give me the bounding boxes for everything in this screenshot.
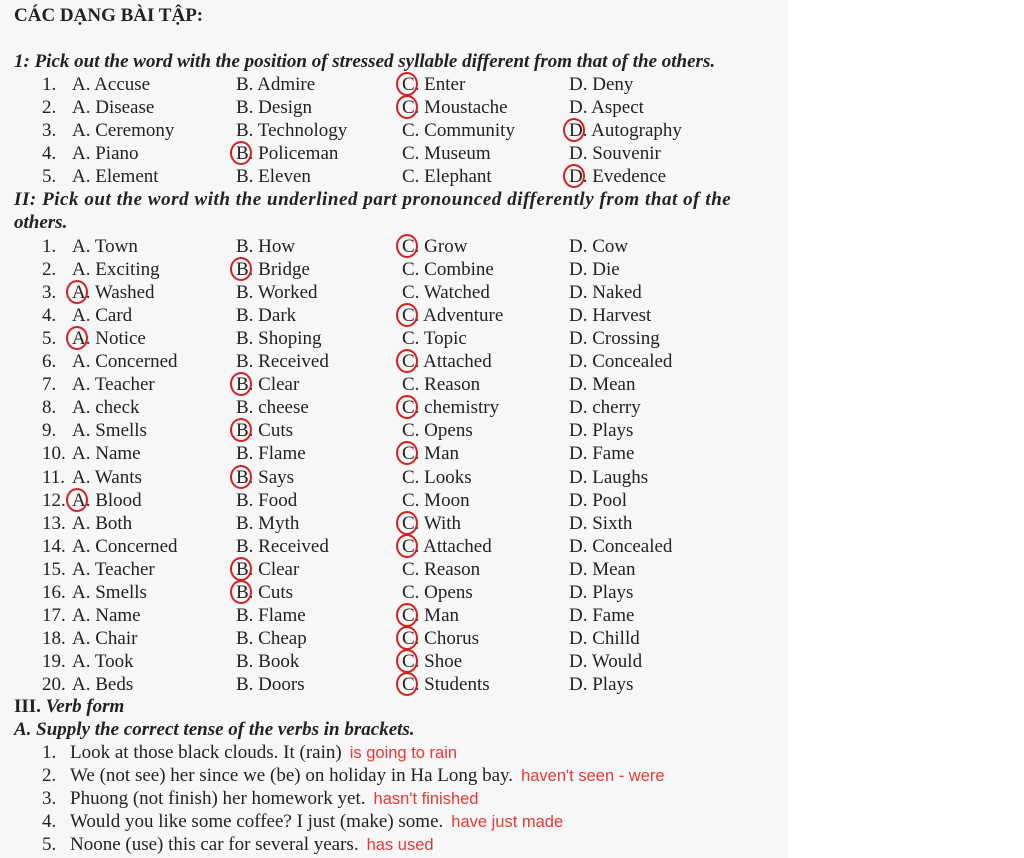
- option-d: D. Souvenir: [569, 143, 661, 164]
- option-d: D. Mean: [569, 374, 636, 396]
- item-number: 5.: [42, 328, 57, 350]
- option-d: D. Naked: [569, 282, 642, 304]
- option-c: C. Reason: [402, 558, 481, 580]
- section3-subheading: A. Supply the correct tense of the verbs in brackets.: [14, 719, 415, 740]
- option-d: D. Fame: [569, 443, 635, 465]
- answer-circle-mark: [230, 141, 252, 165]
- option-d: D. Pool: [569, 489, 628, 511]
- option-c: C. Opens: [402, 420, 473, 442]
- item-number: 18.: [42, 627, 66, 649]
- option-b: B. Cheap: [236, 627, 307, 649]
- page-title: CÁC DẠNG BÀI TẬP:: [14, 5, 204, 26]
- answer-circle-mark: [563, 164, 585, 188]
- option-a: A. Disease: [72, 97, 155, 118]
- option-b: B. Worked: [236, 282, 318, 304]
- verb-item-number: 4.: [42, 811, 57, 832]
- answer-circle-mark: [396, 511, 418, 535]
- verb-item-text: Look at those black clouds. It (rain) is going to rain: [70, 742, 458, 763]
- option-d: D. Fame: [569, 604, 635, 626]
- answer-circle-mark: [396, 534, 418, 558]
- verb-item-number: 3.: [42, 788, 57, 809]
- option-a: A. Teacher: [72, 558, 155, 580]
- option-b: B. Dark: [236, 305, 297, 327]
- answer-circle-mark: [230, 465, 252, 489]
- verb-item-text: Phuong (not finish) her homework yet. hasn't finished: [70, 788, 479, 809]
- option-a: A. Blood: [72, 489, 142, 511]
- option-d: D. Sixth: [569, 512, 633, 534]
- answer-circle-mark: [396, 603, 418, 627]
- option-d: D. Cow: [569, 236, 629, 257]
- option-c: C. Man: [402, 604, 459, 626]
- section2-heading-line1: II: Pick out the word with the underlined part pronounced differently from that of the: [14, 189, 732, 210]
- option-b: B. Technology: [236, 120, 348, 141]
- verb-item-number: 5.: [42, 834, 57, 855]
- option-b: B. Says: [236, 466, 295, 488]
- option-a: A. Exciting: [72, 259, 160, 281]
- option-a: A. Concerned: [72, 535, 178, 557]
- option-a: A. Took: [72, 650, 134, 672]
- option-b: B. Flame: [236, 604, 306, 626]
- option-c: C. Students: [402, 673, 490, 695]
- answer-circle-mark: [230, 557, 252, 581]
- handwritten-answer: is going to rain: [349, 744, 458, 762]
- option-a: A. Town: [72, 236, 138, 257]
- option-a: A. Ceremony: [72, 120, 175, 141]
- option-d: D. Plays: [569, 581, 634, 603]
- option-b: B. Cuts: [236, 420, 294, 442]
- option-c: C. Shoe: [402, 650, 463, 672]
- item-number: 17.: [42, 604, 66, 626]
- item-number: 14.: [42, 535, 66, 557]
- item-number: 11.: [42, 466, 66, 488]
- option-d: D. Concealed: [569, 535, 673, 557]
- option-d: D. Harvest: [569, 305, 652, 327]
- handwritten-answer: haven't seen - were: [521, 767, 665, 785]
- item-number: 5.: [42, 166, 57, 187]
- option-b: B. Received: [236, 351, 329, 373]
- option-c: C. Grow: [402, 236, 468, 257]
- answer-circle-mark: [230, 580, 252, 604]
- option-c: C. Man: [402, 443, 459, 465]
- option-d: D. Die: [569, 259, 620, 281]
- section1-heading: 1: Pick out the word with the position of stressed syllable different from that of the others.: [14, 51, 716, 72]
- answer-circle-mark: [396, 626, 418, 650]
- verb-item-text: Noone (use) this car for several years. has used: [70, 834, 434, 855]
- option-b: B. Cuts: [236, 581, 294, 603]
- option-d: D. Laughs: [569, 466, 649, 488]
- item-number: 3.: [42, 282, 57, 304]
- option-b: B. cheese: [236, 397, 309, 419]
- option-c: C. Watched: [402, 282, 490, 304]
- option-a: A. Notice: [72, 328, 146, 350]
- option-a: A. Element: [72, 166, 159, 187]
- option-a: A. Both: [72, 512, 133, 534]
- option-a: A. Beds: [72, 673, 134, 695]
- option-a: A. Chair: [72, 627, 138, 649]
- option-c: C. With: [402, 512, 462, 534]
- option-b: B. Design: [236, 97, 312, 118]
- section3-heading-text: III. Verb form: [14, 696, 125, 717]
- option-d: D. Would: [569, 650, 643, 672]
- item-number: 13.: [42, 512, 66, 534]
- option-d: D. Plays: [569, 673, 634, 695]
- item-number: 3.: [42, 120, 57, 141]
- option-c: C. Moustache: [402, 97, 508, 118]
- answer-circle-mark: [563, 118, 585, 142]
- item-number: 15.: [42, 558, 66, 580]
- option-b: B. Bridge: [236, 259, 310, 281]
- answer-circle-mark: [396, 649, 418, 673]
- verb-item-text: We (not see) her since we (be) on holiday in Ha Long bay. haven't seen - were: [70, 765, 665, 786]
- item-number: 4.: [42, 143, 57, 164]
- option-b: B. Flame: [236, 443, 306, 465]
- option-c: C. Moon: [402, 489, 470, 511]
- answer-circle-mark: [396, 95, 418, 119]
- option-d: D. Chilld: [569, 627, 640, 649]
- item-number: 20.: [42, 673, 66, 695]
- option-c: C. Topic: [402, 328, 467, 350]
- option-d: D. Concealed: [569, 351, 673, 373]
- item-number: 1.: [42, 74, 57, 95]
- option-b: B. Received: [236, 535, 329, 557]
- item-number: 16.: [42, 581, 66, 603]
- verb-item-number: 2.: [42, 765, 57, 786]
- item-number: 7.: [42, 374, 57, 396]
- item-number: 2.: [42, 97, 57, 118]
- option-b: B. Shoping: [236, 328, 322, 350]
- option-c: C. chemistry: [402, 397, 500, 419]
- option-d: D. Plays: [569, 420, 634, 442]
- option-a: A. Teacher: [72, 374, 155, 396]
- option-b: B. How: [236, 236, 296, 257]
- handwritten-answer: has used: [366, 836, 434, 854]
- answer-circle-mark: [396, 303, 418, 327]
- section3-heading: [14, 696, 124, 718]
- answer-circle-mark: [396, 72, 418, 96]
- answer-circle-mark: [66, 326, 88, 350]
- option-d: D. Aspect: [569, 97, 644, 118]
- item-number: 12.: [42, 489, 66, 511]
- item-number: 4.: [42, 305, 57, 327]
- item-number: 9.: [42, 420, 57, 442]
- verb-item-text: Would you like some coffee? I just (make) some. have just made: [70, 811, 564, 832]
- option-b: B. Book: [236, 650, 300, 672]
- option-c: C. Adventure: [402, 305, 504, 327]
- option-d: D. Evedence: [569, 166, 667, 187]
- option-a: A. check: [72, 397, 140, 419]
- option-d: D. Autography: [569, 120, 682, 141]
- answer-circle-mark: [66, 488, 88, 512]
- handwritten-answer: hasn't finished: [373, 790, 479, 808]
- option-c: C. Opens: [402, 581, 473, 603]
- option-c: C. Attached: [402, 351, 492, 373]
- option-c: C. Elephant: [402, 166, 492, 187]
- option-b: B. Clear: [236, 558, 300, 580]
- item-number: 1.: [42, 236, 57, 257]
- option-c: C. Museum: [402, 143, 491, 164]
- option-d: D. Mean: [569, 558, 636, 580]
- option-c: C. Chorus: [402, 627, 480, 649]
- item-number: 19.: [42, 650, 66, 672]
- option-a: A. Accuse: [72, 74, 151, 95]
- option-d: D. cherry: [569, 397, 641, 419]
- option-d: D. Crossing: [569, 328, 660, 350]
- answer-circle-mark: [396, 672, 418, 696]
- item-number: 2.: [42, 259, 57, 281]
- answer-circle-mark: [230, 257, 252, 281]
- option-b: B. Eleven: [236, 166, 311, 187]
- option-b: B. Admire: [236, 74, 316, 95]
- option-b: B. Myth: [236, 512, 300, 534]
- option-c: C. Reason: [402, 374, 481, 396]
- item-number: 10.: [42, 443, 66, 465]
- option-b: B. Doors: [236, 673, 305, 695]
- handwritten-answer: have just made: [451, 813, 564, 831]
- option-d: D. Deny: [569, 74, 634, 95]
- option-c: C. Combine: [402, 259, 494, 281]
- option-a: A. Name: [72, 604, 141, 626]
- option-a: A. Washed: [72, 282, 155, 304]
- option-c: C. Community: [402, 120, 515, 141]
- option-a: A. Piano: [72, 143, 139, 164]
- option-a: A. Smells: [72, 581, 147, 603]
- option-a: A. Card: [72, 305, 133, 327]
- option-a: A. Concerned: [72, 351, 178, 373]
- option-b: B. Policeman: [236, 143, 339, 164]
- option-a: A. Name: [72, 443, 141, 465]
- option-b: B. Clear: [236, 374, 300, 396]
- section2-heading-line2: others.: [14, 212, 68, 233]
- option-c: C. Attached: [402, 535, 492, 557]
- answer-circle-mark: [66, 280, 88, 304]
- item-number: 6.: [42, 351, 57, 373]
- option-a: A. Smells: [72, 420, 147, 442]
- option-c: C. Enter: [402, 74, 466, 95]
- option-a: A. Wants: [72, 466, 142, 488]
- option-b: B. Food: [236, 489, 298, 511]
- option-c: C. Looks: [402, 466, 472, 488]
- item-number: 8.: [42, 397, 57, 419]
- answer-circle-mark: [396, 234, 418, 258]
- verb-item-number: 1.: [42, 742, 57, 763]
